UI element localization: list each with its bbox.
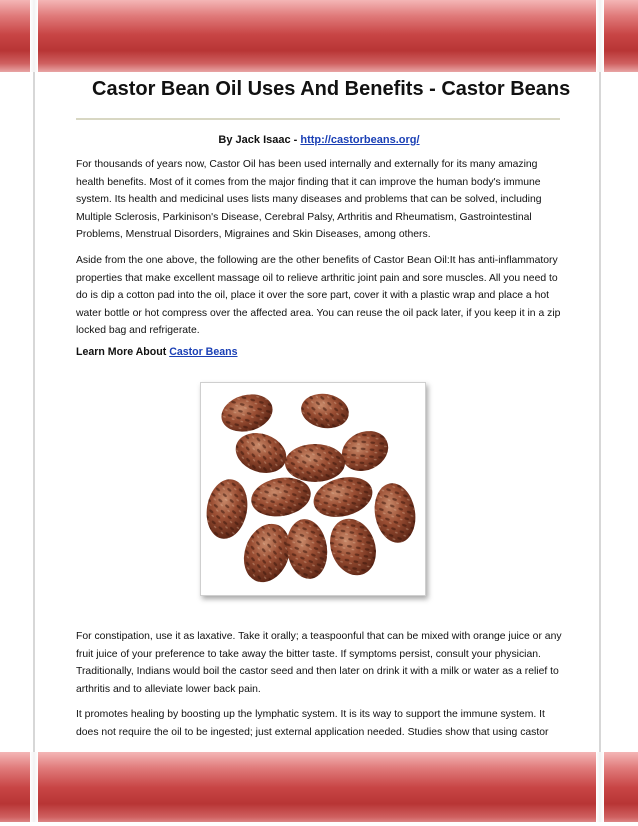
title-divider [76,118,560,120]
right-margin-line [599,72,601,752]
header-band [0,0,638,72]
paragraph-healing: It promotes healing by boosting up the lymphatic system. It is its way to support the immune system. It does not require the oil to be ingested; just external application needed. Studies show that using castor [76,709,549,738]
learn-more-link[interactable]: Castor Beans [169,346,238,358]
bottom-edge [0,822,638,826]
paragraph-constipation: For constipation, use it as laxative. Take it orally; a teaspoonful that can be mixed with orange juice or any fruit juice of your preference to take away the bitter taste. If symptoms persist, consult your physician. Traditionally, Indians would boil the castor seed and then later on drink it with a milk or water as a relief to arthritis and to alleviate lower back pain. [76,631,562,695]
learn-more [76,346,237,358]
source-link[interactable]: http://castorbeans.org/ [300,134,420,146]
paragraph-benefits: Aside from the one above, the following are the other benefits of Castor Bean Oil:It has anti-inflammatory properties that make excellent massage oil to relieve arthritic joint pain and sore muscles. All you need to do is dip a cotton pad into the oil, place it over the sore part, cover it with a plastic wrap and place a hot water bottle or hot compress over the affected area. You can reuse the oil pack later, if you keep it in a zip locked bag and refrigerate. [76,255,561,337]
byline [0,134,638,146]
paragraph-intro: For thousands of years now, Castor Oil has been used internally and externally for its many amazing health benefits. Most of it comes from the major finding that it can improve the human body's immune system. Its health and medicinal uses lists many diseases and problems that can be solved, including Multiple Sclerosis, Parkinison's Disease, Cerebral Palsy, Arthritis and Rheumatism, Gastrointestinal Problems, Menstrual Disorders, Migraines and Skin Diseases, among others. [76,159,542,241]
castor-beans-image [201,383,425,595]
learn-more-label: Learn More About [76,346,170,358]
page-title: Castor Bean Oil Uses And Benefits - Castor Beans [92,78,571,100]
left-margin-line [33,72,35,752]
castor-beans-photo [200,382,426,596]
footer-band [0,752,638,826]
byline-author: By Jack Isaac - [218,134,301,146]
